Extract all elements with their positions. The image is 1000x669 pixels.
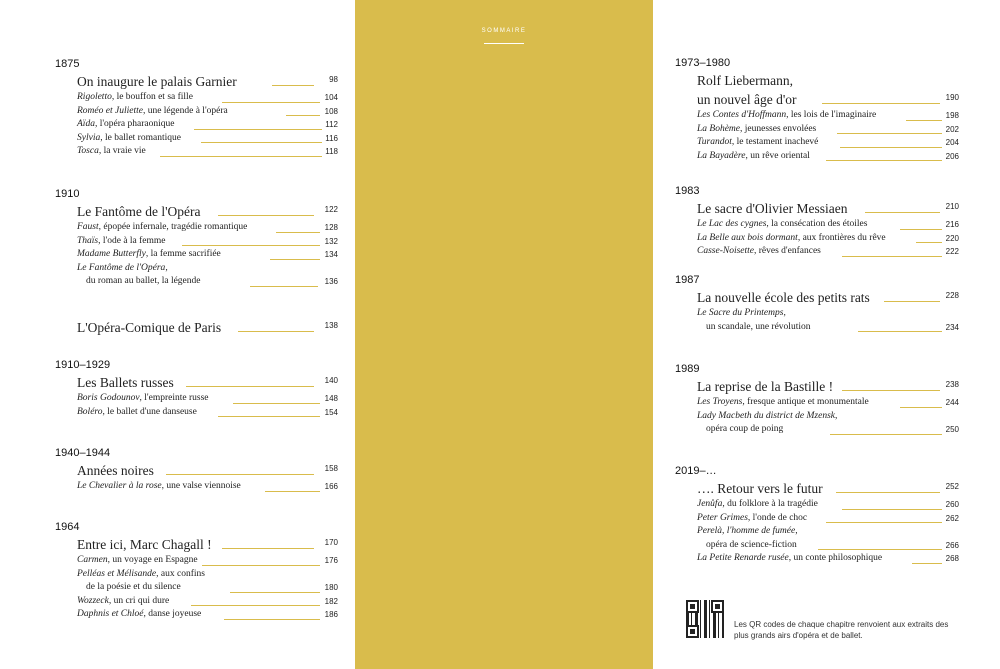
year-heading: 1940–1944 — [55, 447, 111, 459]
entry-title: Casse-Noisette, rêves d'enfances — [697, 246, 821, 256]
chapter-section — [55, 318, 338, 337]
page-number: 118 — [325, 147, 338, 156]
chapter-title: L'Opéra-Comique de Paris — [77, 320, 222, 335]
page-number: 262 — [945, 513, 959, 523]
page-number: 138 — [324, 321, 338, 330]
chapter-title: Rolf Liebermann, — [697, 73, 793, 88]
chapter-section — [55, 359, 338, 419]
page-number: 266 — [945, 540, 959, 550]
chapter-section — [55, 188, 338, 289]
entry-title: Peter Grimes, l'onde de choc — [697, 512, 808, 523]
entry-title: La Petite Renarde rusée, un conte philosophique — [697, 553, 883, 563]
entry-title: Wozzeck, un cri qui dure — [77, 595, 170, 606]
page-number: 158 — [324, 464, 338, 473]
chapter-title-row — [55, 535, 338, 554]
page-number: 134 — [324, 250, 338, 259]
leader-line — [900, 407, 942, 408]
entry-row — [55, 392, 338, 406]
entry-title: Boris Godounov, l'empreinte russe — [77, 393, 209, 403]
page-number: 98 — [329, 75, 338, 84]
page-number: 122 — [324, 205, 338, 214]
leader-line — [830, 434, 942, 435]
leader-line — [286, 115, 320, 116]
entry-row — [55, 145, 338, 159]
leader-line — [218, 215, 314, 216]
entry-row — [675, 136, 959, 150]
leader-line — [906, 120, 942, 121]
chapter-section — [55, 447, 338, 494]
leader-line — [900, 229, 942, 230]
leader-line — [858, 331, 942, 332]
page-number: 180 — [324, 583, 338, 592]
year-heading: 1973–1980 — [675, 57, 731, 69]
leader-line — [836, 492, 940, 493]
chapter-section — [675, 185, 959, 259]
year-heading: 1964 — [55, 521, 80, 533]
chapter-section — [675, 363, 959, 437]
page-number: 268 — [945, 554, 959, 563]
leader-line — [840, 147, 942, 148]
entry-row — [675, 539, 959, 553]
chapter-section — [675, 274, 959, 334]
entry-row — [675, 525, 959, 539]
chapter-title-row — [55, 318, 338, 337]
chapter-title: …. Retour vers le futur — [697, 481, 823, 496]
entry-row — [675, 321, 959, 335]
year-heading: 1875 — [55, 58, 80, 70]
chapter-title-row — [55, 72, 338, 91]
page-number: 132 — [324, 236, 338, 246]
qr-note: Les QR codes de chaque chapitre renvoient aux extraits des plus grands airs d'opéra et de ballet. — [734, 620, 949, 640]
leader-line — [201, 142, 322, 143]
chapter-title-row — [55, 202, 338, 221]
entry-row — [55, 554, 338, 568]
page-number: 222 — [945, 247, 959, 256]
entry-title: Aïda, l'opéra pharaonique — [77, 119, 175, 129]
chapter-title: Le sacre d'Olivier Messiaen — [697, 201, 848, 216]
chapter-title-row — [55, 461, 338, 480]
entry-row — [55, 248, 338, 262]
chapter-title-row — [675, 479, 959, 498]
entry-title: Lady Macbeth du district de Mzensk, — [697, 410, 838, 421]
entry-row — [55, 608, 338, 622]
entry-title: Thaïs, l'ode à la femme — [77, 235, 166, 246]
entry-title: Pelléas et Mélisande, aux confins — [77, 568, 205, 579]
leader-line — [818, 549, 942, 550]
page-number: 166 — [324, 482, 338, 491]
entry-title: Rigoletto, le bouffon et sa fille — [77, 92, 193, 102]
entry-title: Le Chevalier à la rose, une valse viennoise — [77, 481, 241, 491]
leader-line — [826, 522, 942, 523]
leader-line — [250, 286, 318, 287]
page-number: 228 — [945, 291, 959, 300]
page-number: 198 — [945, 111, 959, 120]
entry-row — [55, 568, 338, 582]
entry-row — [675, 123, 959, 137]
page-number: 252 — [945, 482, 959, 491]
page-number: 176 — [324, 556, 338, 565]
entry-title: Perelà, l'homme de fumée, — [697, 526, 798, 536]
entry-title: Tosca, la vraie vie — [77, 146, 146, 156]
leader-line — [272, 85, 314, 86]
entry-title: La Bayadère, un rêve oriental — [697, 150, 810, 161]
leader-line — [224, 619, 320, 620]
leader-line — [230, 592, 320, 593]
chapter-title: La reprise de la Bastille ! — [697, 379, 834, 394]
entry-title: Daphnis et Chloé, danse joyeuse — [77, 609, 202, 619]
entry-title: La Belle aux bois dormant, aux frontières du rêve — [697, 232, 886, 243]
entry-title: Les Troyens, fresque antique et monumentale — [697, 397, 869, 407]
chapter-section — [675, 57, 959, 163]
leader-line — [222, 548, 314, 549]
entry-title: Boléro, le ballet d'une danseuse — [77, 406, 197, 417]
entry-title: Carmen, un voyage en Espagne — [77, 555, 198, 565]
page-number: 220 — [945, 233, 959, 243]
leader-line — [265, 491, 320, 492]
entry-row — [55, 235, 338, 249]
entry-row — [675, 410, 959, 424]
entry-title: Le Fantôme de l'Opéra, — [77, 262, 168, 273]
entry-row — [675, 109, 959, 123]
entry-row — [675, 512, 959, 526]
chapter-section — [675, 465, 959, 566]
entry-row — [55, 275, 338, 289]
entry-row — [55, 221, 338, 235]
leader-line — [166, 474, 314, 475]
year-heading: 1989 — [675, 363, 700, 375]
chapter-title: Les Ballets russes — [77, 375, 174, 390]
entry-row — [55, 480, 338, 494]
chapter-title: Le Fantôme de l'Opéra — [77, 204, 201, 219]
page-number: 170 — [324, 538, 338, 547]
entry-title: Sylvia, le ballet romantique — [77, 132, 181, 143]
entry-row — [675, 498, 959, 512]
page-number: 128 — [324, 223, 338, 232]
leader-line — [233, 403, 320, 404]
year-heading: 1983 — [675, 185, 700, 197]
leader-line — [182, 245, 320, 246]
page-number: 186 — [324, 610, 338, 619]
entry-row — [55, 581, 338, 595]
leader-line — [842, 390, 940, 391]
entry-row — [675, 307, 959, 321]
leader-line — [884, 301, 940, 302]
page-number: 116 — [325, 133, 338, 143]
page-number: 244 — [945, 398, 959, 407]
page-number: 140 — [324, 376, 338, 385]
entry-title: Roméo et Juliette, une légende à l'opéra — [77, 105, 228, 116]
page-number: 148 — [324, 394, 338, 403]
sommaire-header: SOMMAIRE — [481, 28, 527, 34]
entry-title: Les Contes d'Hoffmann, les lois de l'imaginaire — [697, 110, 877, 120]
sommaire-rule — [484, 43, 524, 44]
page-number: 238 — [945, 380, 959, 389]
chapter-title-row — [675, 90, 959, 109]
leader-line — [837, 133, 942, 134]
chapter-section — [55, 58, 338, 159]
entry-row — [55, 262, 338, 276]
entry-title: de la poésie et du silence — [86, 582, 181, 592]
chapter-title: un nouvel âge d'or — [697, 92, 797, 107]
page-number: 234 — [945, 322, 959, 332]
leader-line — [276, 232, 320, 233]
chapter-title-row — [675, 377, 959, 396]
entry-title: du roman au ballet, la légende — [86, 276, 201, 286]
page-number: 136 — [324, 277, 338, 286]
page-number: 210 — [945, 202, 959, 211]
chapter-title: Années noires — [77, 463, 154, 478]
entry-row — [55, 595, 338, 609]
leader-line — [270, 259, 320, 260]
leader-line — [160, 156, 322, 157]
entry-row — [55, 91, 338, 105]
qr-code-icon — [686, 600, 724, 638]
entry-row — [675, 396, 959, 410]
page-number: 260 — [945, 500, 959, 509]
page-number: 250 — [945, 425, 959, 434]
leader-line — [842, 509, 942, 510]
leader-line — [912, 563, 942, 564]
entry-row — [675, 218, 959, 232]
entry-row — [675, 552, 959, 566]
page-number: 112 — [325, 120, 338, 129]
entry-title: Le Lac des cygnes, la consécation des étoiles — [697, 219, 868, 229]
leader-line — [238, 331, 314, 332]
entry-row — [675, 150, 959, 164]
chapter-title: Entre ici, Marc Chagall ! — [77, 537, 212, 552]
entry-row — [55, 118, 338, 132]
year-heading: 1910 — [55, 188, 80, 200]
entry-row — [55, 406, 338, 420]
page-number: 190 — [945, 93, 959, 102]
entry-row — [675, 245, 959, 259]
page-number: 154 — [324, 407, 338, 417]
chapter-title-row — [55, 373, 338, 392]
page-number: 182 — [324, 596, 338, 606]
entry-title: Turandot, le testament inachevé — [697, 137, 819, 147]
leader-line — [218, 416, 320, 417]
page-number: 104 — [324, 93, 338, 102]
entry-title: opéra de science-fiction — [706, 539, 797, 550]
leader-line — [916, 242, 942, 243]
entry-title: La Bohème, jeunesses envolées — [697, 123, 817, 134]
chapter-title-row — [675, 199, 959, 218]
chapter-section — [55, 521, 338, 622]
year-heading: 2019–… — [675, 465, 717, 477]
entry-row — [675, 232, 959, 246]
entry-row — [675, 423, 959, 437]
chapter-title-row — [675, 71, 959, 90]
entry-row — [55, 132, 338, 146]
leader-line — [186, 386, 314, 387]
chapter-title-row — [675, 288, 959, 307]
page-number: 216 — [945, 220, 959, 229]
leader-line — [822, 103, 940, 104]
chapter-title: La nouvelle école des petits rats — [697, 290, 870, 305]
entry-title: Jenůfa, du folklore à la tragédie — [697, 499, 818, 509]
entry-title: Faust, épopée infernale, tragédie romantique — [77, 222, 248, 232]
entry-title: un scandale, une révolution — [706, 321, 811, 332]
leader-line — [191, 605, 320, 606]
leader-line — [194, 129, 322, 130]
page-number: 108 — [324, 106, 338, 116]
page-number: 204 — [945, 138, 959, 147]
leader-line — [222, 102, 320, 103]
leader-line — [826, 160, 942, 161]
leader-line — [202, 565, 320, 566]
entry-row — [55, 105, 338, 119]
chapter-title: On inaugure le palais Garnier — [77, 74, 237, 89]
gold-band — [355, 0, 653, 669]
entry-title: opéra coup de poing — [706, 424, 784, 434]
entry-title: Madame Butterfly, la femme sacrifiée — [77, 249, 221, 259]
leader-line — [865, 212, 940, 213]
year-heading: 1987 — [675, 274, 700, 286]
year-heading: 1910–1929 — [55, 359, 111, 371]
leader-line — [842, 256, 942, 257]
page-number: 206 — [945, 151, 959, 161]
page-number: 202 — [945, 124, 959, 134]
entry-title: Le Sacre du Printemps, — [697, 308, 786, 318]
